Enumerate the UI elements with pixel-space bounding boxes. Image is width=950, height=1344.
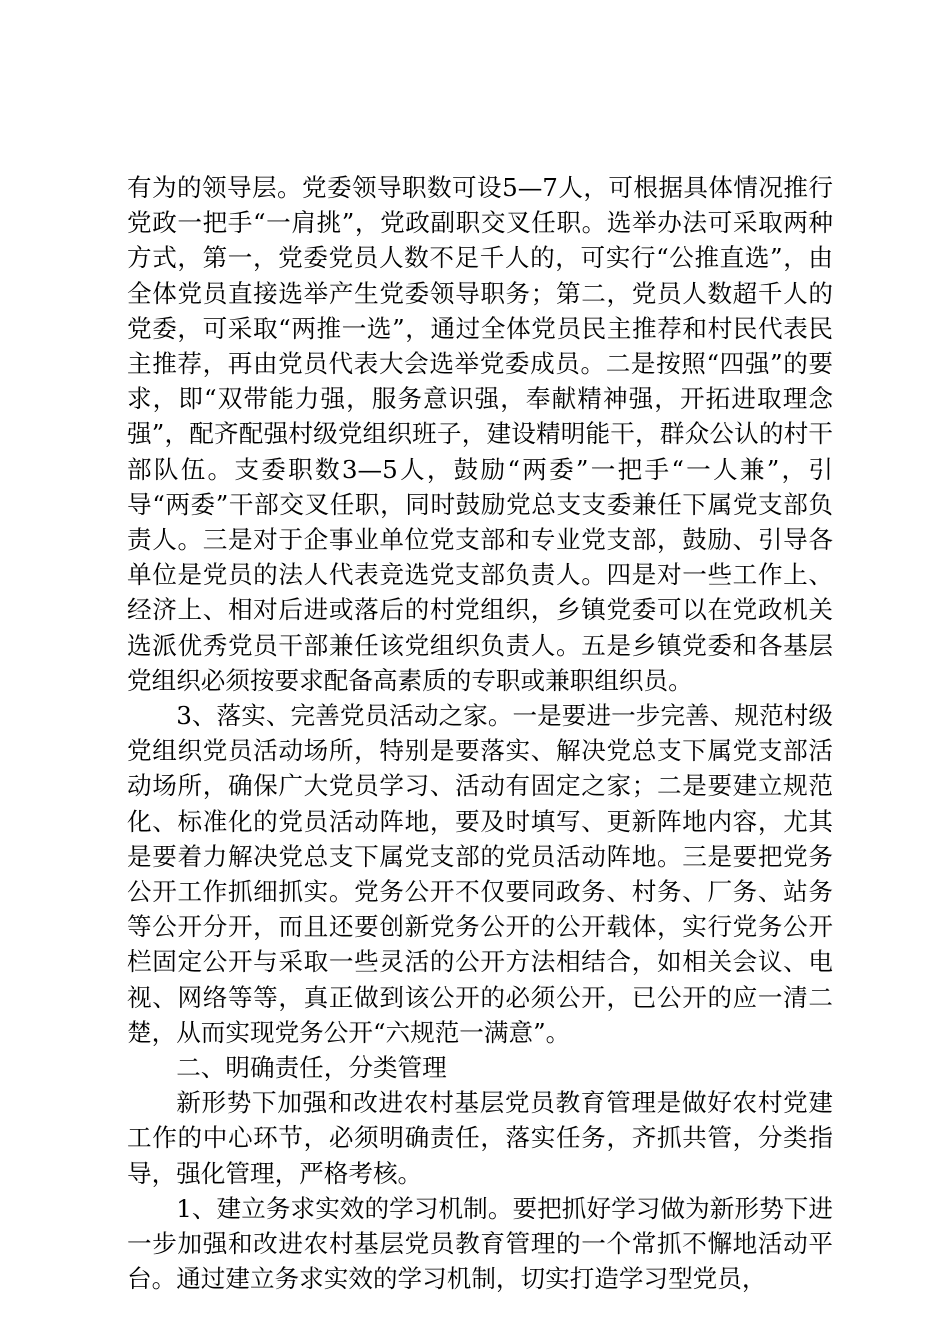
paragraph-leadership-continued: 有为的领导层。党委领导职数可设5—7人，可根据具体情况推行党政一把手“一肩挑”，党政副职交叉任职。选举办法可采取两种方式，第一，党委党员人数不足千人的，可实行“公推直选”，由全体党员直接选举产生党委领导职务；第二，党员人数超千人的党委，可采取“两推一选”，通过全体党员民主推荐和村民代表民主推荐，再由党员代表大会选举党委成员。二是按照“四强”的要求，即“双带能力强，服务意识强，奉献精神强，开拓进取理念强”，配齐配强村级党组织班子，建设精明能干，群众公认的村干部队伍。支委职数3—5人，鼓励“两委”一把手“一人兼”，引导“两委”干部交叉任职，同时鼓励党总支支委兼任下属党支部负责人。三是对于企事业单位党支部和专业党支部，鼓励、引导各单位是党员的法人代表竞选党支部负责人。四是对一些工作上、经济上、相对后进或落后的村党组织，乡镇党委可以在党政机关选派优秀党员干部兼任该党组织负责人。五是乡镇党委和各基层党组织必须按要求配备高素质的专职或兼职组织员。 xyxy=(127,173,833,695)
section-heading: 二、明确责任，分类管理 xyxy=(176,1053,447,1083)
paragraph-learning-mechanism: 1、建立务求实效的学习机制。要把抓好学习做为新形势下进一步加强和改进农村基层党员教育管理的一个常抓不懈地活动平台。通过建立务求实效的学习机制，切实打造学习型党员， xyxy=(127,1193,833,1294)
document-body xyxy=(127,170,833,1297)
paragraph-section-intro: 新形势下加强和改进农村基层党员教育管理是做好农村党建工作的中心环节，必须明确责任，落实任务，齐抓共管，分类指导，强化管理，严格考核。 xyxy=(127,1088,833,1188)
paragraph-activity-home: 3、落实、完善党员活动之家。一是要进一步完善、规范村级党组织党员活动场所，特别是要落实、解决党总支下属党支部活动场所，确保广大党员学习、活动有固定之家；二是要建立规范化、标准化的党员活动阵地，要及时填写、更新阵地内容，尤其是要着力解决党总支下属党支部的党员活动阵地。三是要把党务公开工作抓细抓实。党务公开不仅要同政务、村务、厂务、站务等公开分开，而且还要创新党务公开的公开载体，实行党务公开栏固定公开与采取一些灵活的公开方法相结合，如相关会议、电视、网络等等，真正做到该公开的必须公开，已公开的应一清二楚，从而实现党务公开“六规范一满意”。 xyxy=(127,701,833,1047)
